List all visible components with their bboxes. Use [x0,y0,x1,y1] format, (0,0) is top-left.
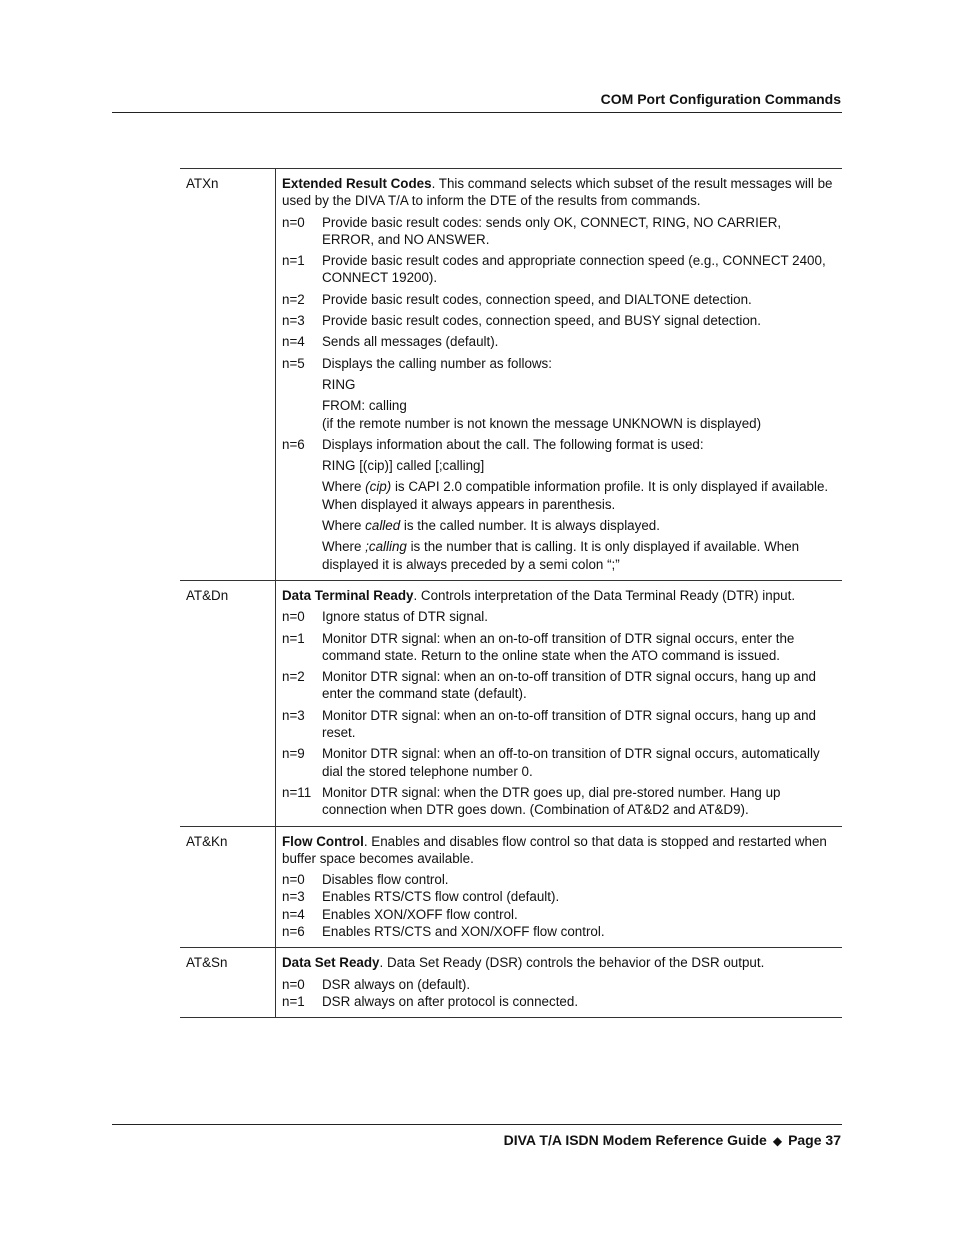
where-explanation: is CAPI 2.0 compatible information profile. It is only displayed if available. When displayed it always appears in parenthesis. [322,479,829,512]
option-text: Monitor DTR signal: when an on-to-off transition of DTR signal occurs, hang up and reset. [322,707,816,741]
option-sub-text: RING [322,376,356,392]
option-key: n=4 [282,334,305,350]
option-item [282,707,836,742]
option-item [282,333,836,350]
option-text: Sends all messages (default). [322,334,499,350]
option-text: Displays information about the call. The following format is used: [322,436,704,452]
option-sub-text [282,538,836,573]
command-name: AT&Dn [180,581,276,826]
running-header: COM Port Configuration Commands [600,91,841,107]
option-item [282,993,836,1010]
where-prefix: Where [322,479,366,495]
option-sub-text [282,478,836,513]
option-sub-line: FROM: calling [322,398,407,414]
option-key: n=0 [282,609,305,625]
option-item [282,608,836,625]
option-sub-text [282,397,836,432]
option-item [282,436,836,453]
option-key: n=2 [282,669,305,685]
option-text: Provide basic result codes and appropriate connection speed (e.g., CONNECT 2400, CONNECT 19200). [322,253,826,286]
option-text: Monitor DTR signal: when an off-to-on transition of DTR signal occurs, automatically dial the stored telephone number 0. [322,746,820,779]
command-title: Extended Result Codes [282,176,432,191]
option-text: Displays the calling number as follows: [322,355,552,371]
where-prefix: Where [322,518,366,534]
command-name: AT&Kn [180,827,276,948]
option-item [282,630,836,665]
where-term: ;calling [365,539,407,555]
option-key: n=1 [282,993,305,1009]
option-key: n=1 [282,253,305,269]
option-item [282,312,836,329]
command-description [276,827,842,948]
option-sub-text: RING [(cip)] called [;calling] [322,458,485,474]
command-description [276,948,842,1017]
command-title: Data Set Ready [282,955,380,971]
option-key: n=4 [282,906,305,922]
guide-title: DIVA T/A ISDN Modem Reference Guide [503,1132,767,1148]
option-text: Disables flow control. [322,872,449,888]
option-text: Enables XON/XOFF flow control. [322,906,518,922]
table-row [180,827,842,949]
option-item [282,214,836,249]
option-item [282,923,836,940]
table-row [180,948,842,1018]
option-key: n=11 [282,784,312,800]
option-key: n=1 [282,630,305,646]
option-text: DSR always on after protocol is connected. [322,993,579,1009]
command-intro-text: . Enables and disables flow control so that data is stopped and restarted when buffer space becomes available. [282,833,827,866]
running-footer [504,1132,841,1148]
where-term: called [365,518,401,534]
footer-rule [112,1124,842,1125]
option-key: n=0 [282,214,305,230]
where-explanation: is the number that is calling. It is only displayed if available. When displayed it is always preceded by a semi colon “;” [322,539,800,572]
command-title: Flow Control [282,833,364,849]
command-description [276,169,842,580]
option-key: n=3 [282,707,305,723]
command-name: ATXn [180,169,276,580]
command-intro-text: . Data Set Ready (DSR) controls the behavior of the DSR output. [379,955,765,971]
option-text: Provide basic result codes, connection speed, and DIALTONE detection. [322,291,752,307]
option-item [282,355,836,372]
table-row [180,581,842,827]
where-prefix: Where [322,539,366,555]
option-item [282,976,836,993]
option-item [282,906,836,923]
option-item [282,871,836,888]
option-text: Provide basic result codes, connection speed, and BUSY signal detection. [322,313,761,329]
command-title: Data Terminal Ready [282,587,414,603]
option-key: n=3 [282,313,305,329]
option-item [282,668,836,703]
option-item [282,291,836,308]
command-table [180,168,842,1018]
option-item [282,252,836,287]
page-number: Page 37 [788,1132,841,1148]
option-key: n=9 [282,746,305,762]
option-key: n=0 [282,976,305,992]
table-row [180,169,842,581]
command-intro [282,175,836,210]
option-key: n=2 [282,291,305,307]
command-intro-text: . This command selects which subset of the result messages will be used by the DIVA T/A to inform the DTE of the results from commands. [282,176,833,209]
command-intro [282,587,836,604]
option-text: Monitor DTR signal: when the DTR goes up, dial pre-stored number. Hang up connection when DTR goes down. (Combination of AT&D2 and AT&D9). [322,784,781,818]
option-item [282,745,836,780]
header-rule [112,112,842,113]
option-text: DSR always on (default). [322,976,471,992]
option-key: n=3 [282,889,305,905]
where-term: (cip) [365,479,392,495]
option-item [282,888,836,905]
option-text: Ignore status of DTR signal. [322,609,488,625]
command-description [276,581,842,826]
option-key: n=6 [282,923,305,939]
where-explanation: is the called number. It is always displayed. [400,518,660,534]
option-text: Monitor DTR signal: when an on-to-off transition of DTR signal occurs, hang up and enter the command state (default). [322,669,816,702]
command-name: AT&Sn [180,948,276,1017]
option-text: Enables RTS/CTS and XON/XOFF flow control. [322,923,605,939]
option-sub-line: (if the remote number is not known the message UNKNOWN is displayed) [322,415,762,431]
option-key: n=6 [282,436,305,452]
option-key: n=5 [282,355,305,371]
option-key: n=0 [282,872,305,888]
option-text: Provide basic result codes: sends only OK, CONNECT, RING, NO CARRIER, ERROR, and NO ANSWER. [322,214,782,247]
option-text: Monitor DTR signal: when an on-to-off transition of DTR signal occurs, enter the command state. Return to the online state when the ATO command is issued. [322,630,795,663]
option-item [282,784,836,819]
command-intro [282,954,836,971]
diamond-icon: ◆ [772,1134,783,1148]
option-text: Enables RTS/CTS flow control (default). [322,889,560,905]
option-sub-text [282,517,836,534]
command-intro [282,833,836,868]
command-intro-text: . Controls interpretation of the Data Terminal Ready (DTR) input. [413,587,796,603]
